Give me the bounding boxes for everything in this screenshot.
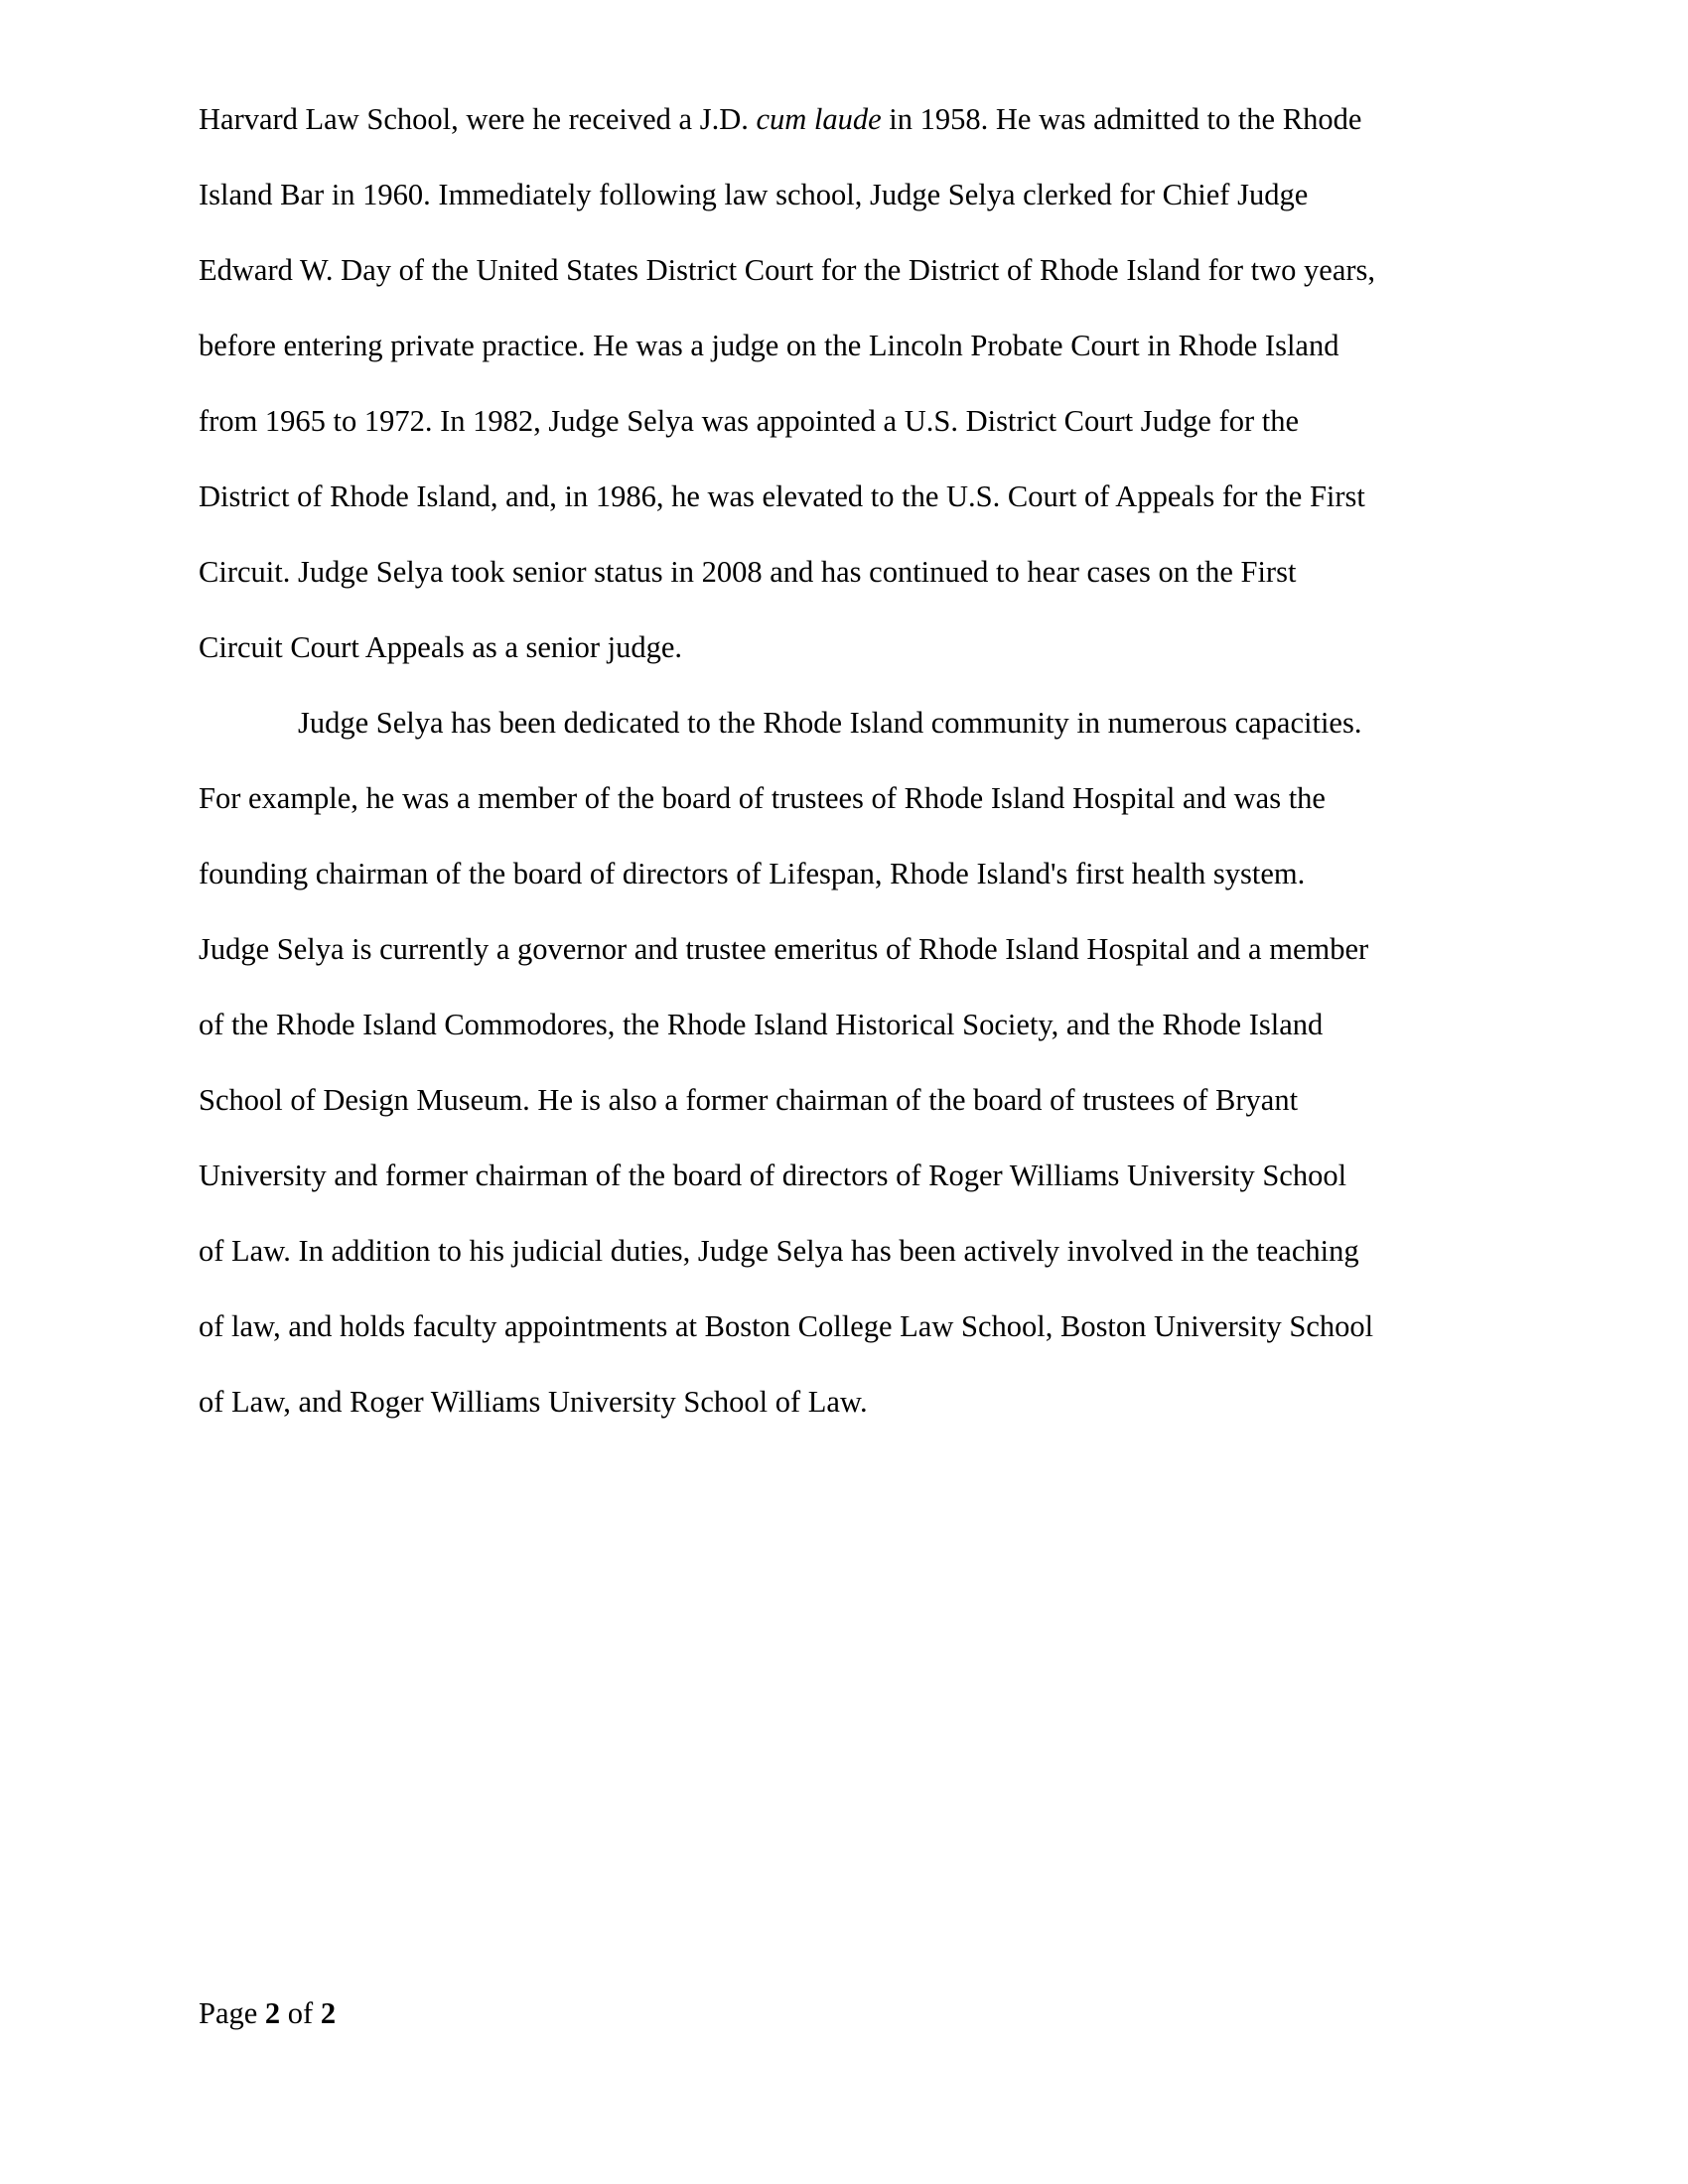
paragraph-1-line-4: before entering private practice. He was a judge on the Lincoln Probate Court in Rhode Island (199, 329, 1339, 362)
total-page-count: 2 (320, 1996, 337, 2030)
paragraph-1-line-3: Edward W. Day of the United States District Court for the District of Rhode Island for two years, (199, 253, 1376, 287)
paragraph-2-line-2: For example, he was a member of the board of trustees of Rhode Island Hospital and was the (199, 781, 1326, 815)
page-label: Page (199, 1996, 265, 2030)
text-run: in 1958. He was admitted to the Rhode (881, 102, 1362, 136)
paragraph-2-line-7: University and former chairman of the board of directors of Roger Williams University School (199, 1159, 1347, 1192)
of-label: of (280, 1996, 321, 2030)
paragraph-2-line-8: of Law. In addition to his judicial duties, Judge Selya has been actively involved in the teaching (199, 1234, 1359, 1268)
italic-text-run: cum laude (756, 102, 882, 136)
paragraph-2-line-6: School of Design Museum. He is also a former chairman of the board of trustees of Bryant (199, 1083, 1299, 1117)
paragraph-2-line-3: founding chairman of the board of directors of Lifespan, Rhode Island's first health system. (199, 857, 1306, 890)
paragraph-2-line-4: Judge Selya is currently a governor and trustee emeritus of Rhode Island Hospital and a member (199, 932, 1369, 966)
paragraph-1-line-8: Circuit Court Appeals as a senior judge. (199, 630, 683, 664)
paragraph-1-line-5: from 1965 to 1972. In 1982, Judge Selya was appointed a U.S. District Court Judge for the (199, 404, 1300, 438)
page-number-footer (199, 1995, 336, 2031)
current-page-number: 2 (264, 1996, 281, 2030)
paragraph-1-line-2: Island Bar in 1960. Immediately following law school, Judge Selya clerked for Chief Judge (199, 178, 1309, 211)
paragraph-2-line-10: of Law, and Roger Williams University School of Law. (199, 1385, 868, 1419)
text-run: Harvard Law School, were he received a J.D. (199, 102, 757, 136)
paragraph-2-line-1: Judge Selya has been dedicated to the Rhode Island community in numerous capacities. (298, 706, 1362, 740)
paragraph-2-line-9: of law, and holds faculty appointments at Boston College Law School, Boston University School (199, 1309, 1374, 1343)
paragraph-2-line-5: of the Rhode Island Commodores, the Rhode Island Historical Society, and the Rhode Island (199, 1008, 1324, 1041)
paragraph-1-line-6: District of Rhode Island, and, in 1986, he was elevated to the U.S. Court of Appeals for the First (199, 479, 1365, 513)
paragraph-1-line-7: Circuit. Judge Selya took senior status in 2008 and has continued to hear cases on the First (199, 555, 1297, 589)
paragraph-1-line-1 (199, 101, 1361, 137)
